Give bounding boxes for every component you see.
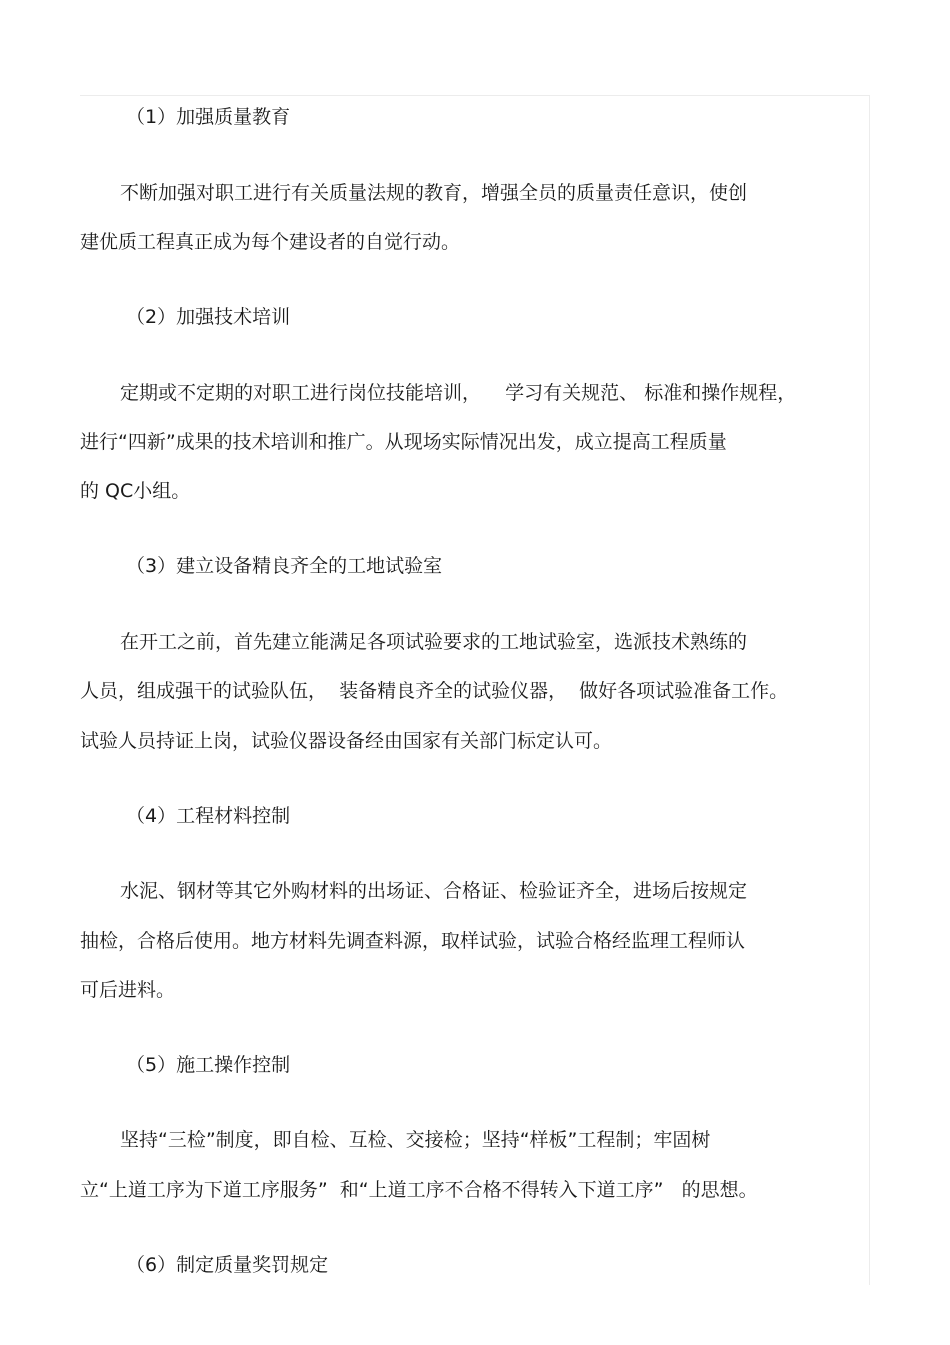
paragraph-line: 试验人员持证上岗，试验仪器设备经由国家有关部门标定认可。 [80, 730, 613, 752]
section-heading: （1）加强质量教育 [126, 106, 291, 128]
section-heading: （2）加强技术培训 [126, 306, 291, 328]
section-heading: （3）建立设备精良齐全的工地试验室 [126, 555, 443, 577]
page-border-right [869, 95, 870, 1285]
paragraph-line: 建优质工程真正成为每个建设者的自觉行动。 [80, 231, 461, 253]
paragraph-line: 立“上道工序为下道工序服务” 和“上道工序不合格不得转入下道工序” 的思想。 [80, 1179, 758, 1201]
section-heading: （4）工程材料控制 [126, 805, 291, 827]
paragraph-line: 的 QC小组。 [80, 480, 191, 502]
section-heading: （6）制定质量奖罚规定 [126, 1254, 329, 1276]
paragraph-line: 水泥、钢材等其它外购材料的出场证、合格证、检验证齐全，进场后按规定 [120, 880, 748, 902]
paragraph-line: 不断加强对职工进行有关质量法规的教育，增强全员的质量责任意识，使创 [120, 182, 748, 204]
paragraph-line: 抽检，合格后使用。地方材料先调查料源，取样试验，试验合格经监理工程师认 [80, 930, 746, 952]
paragraph-line: 在开工之前，首先建立能满足各项试验要求的工地试验室，选派技术熟练的 [120, 631, 748, 653]
paragraph-line: 人员，组成强干的试验队伍， 装备精良齐全的试验仪器， 做好各项试验准备工作。 [80, 680, 789, 702]
paragraph-line: 可后进料。 [80, 979, 176, 1001]
page-border-top [80, 95, 870, 96]
paragraph-line: 定期或不定期的对职工进行岗位技能培训， 学习有关规范、 标准和操作规程， [120, 382, 797, 404]
section-heading: （5）施工操作控制 [126, 1054, 291, 1076]
paragraph-line: 进行“四新”成果的技术培训和推广。从现场实际情况出发，成立提高工程质量 [80, 431, 727, 453]
paragraph-line: 坚持“三检”制度，即自检、互检、交接检；坚持“样板”工程制；牢固树 [120, 1129, 711, 1151]
